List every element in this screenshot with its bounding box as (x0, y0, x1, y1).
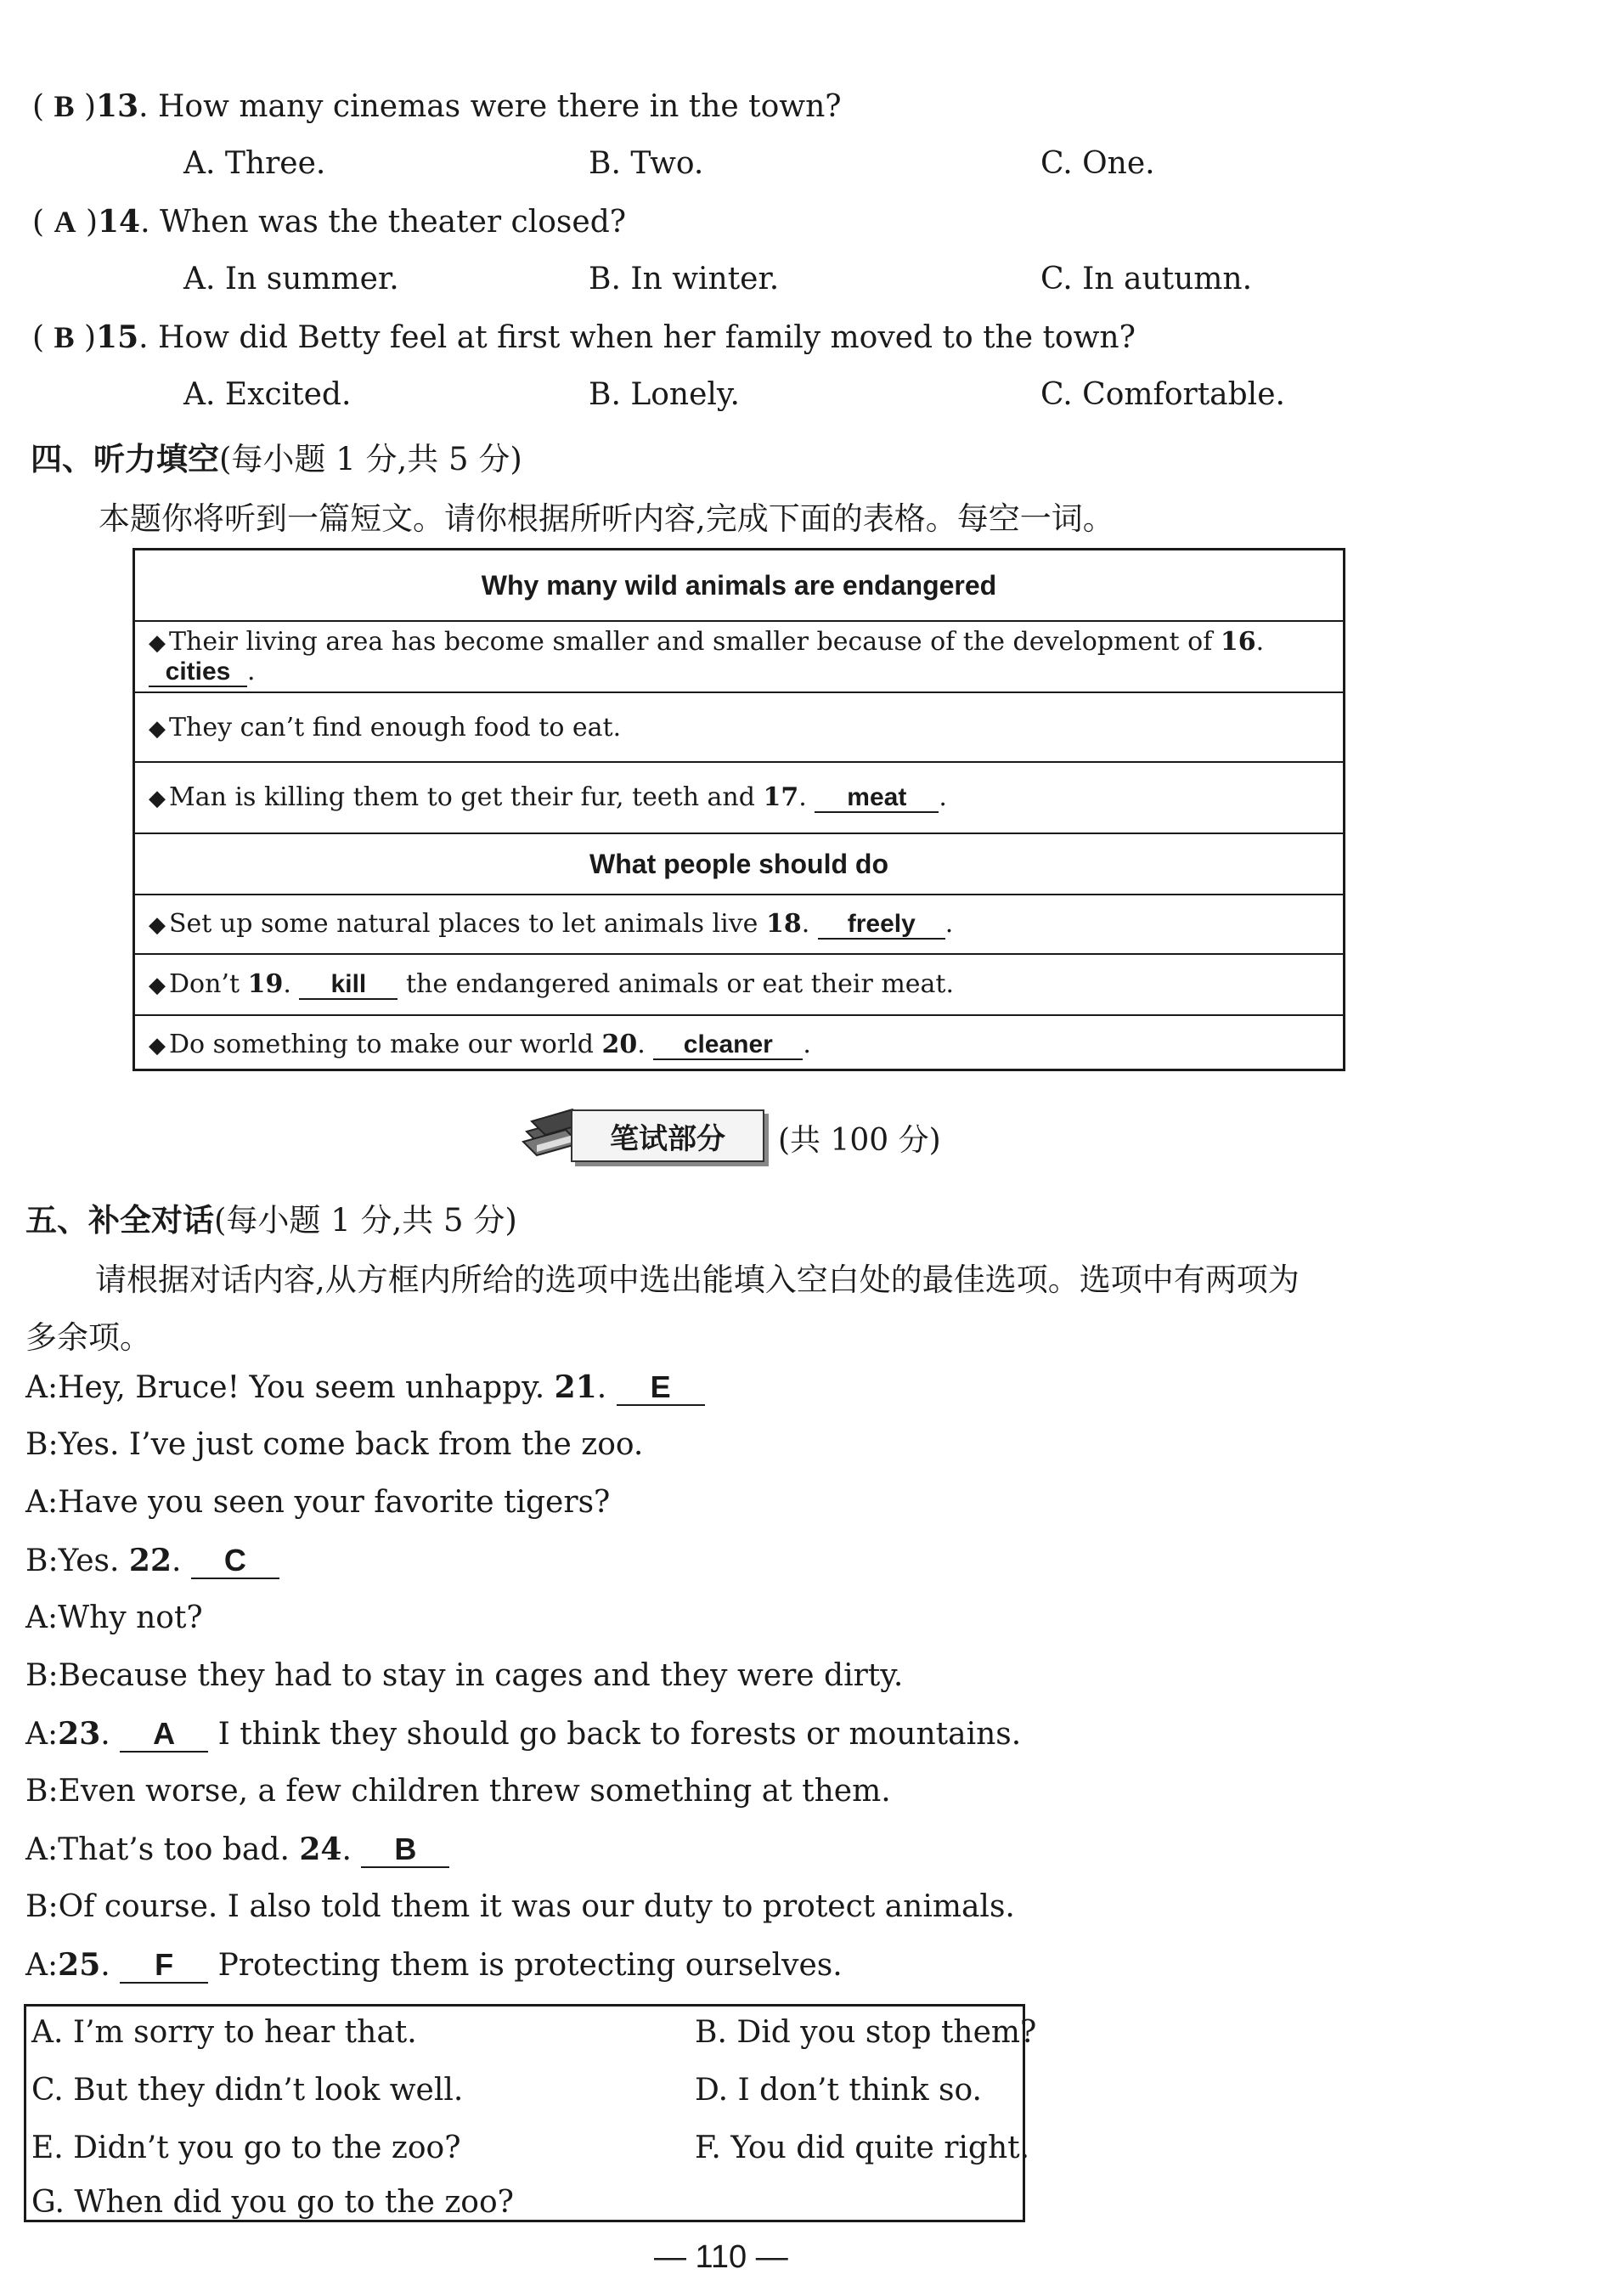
row-pre: Do something to make our world (169, 1030, 602, 1059)
blank-number: 24 (299, 1832, 342, 1867)
dialogue-line: B:Yes. 22. C (25, 1543, 279, 1579)
line-text: Protecting them is protecting ourselves. (217, 1948, 843, 1983)
row-text: ◆ Do something to make our world 20. cleaner . (149, 1030, 811, 1059)
dialogue-line: A:Why not? (25, 1600, 203, 1635)
speaker: A (25, 1832, 48, 1867)
section-points: (每小题 1 分,共 5 分) (219, 441, 522, 477)
bullet-icon: ◆ (149, 715, 166, 742)
line-text: Hey, Bruce! You seem unhappy. (58, 1370, 555, 1405)
speaker: A (25, 1600, 48, 1635)
blank-answer-23: A (120, 1717, 208, 1753)
dialogue-line: B:Yes. I’ve just come back from the zoo. (25, 1427, 644, 1462)
answer-13: B (54, 89, 75, 123)
line-text: I think they should go back to forests or mountains. (217, 1717, 1022, 1752)
blank-answer-24: B (361, 1832, 449, 1868)
answer-14: A (54, 205, 76, 239)
section-4-title (31, 433, 522, 479)
line-text: Of course. I also told them it was our duty to protect animals. (58, 1889, 1015, 1924)
section-title: 五、补全对话 (25, 1201, 214, 1239)
blank-answer-20: cleaner (653, 1030, 803, 1060)
section-5-title (25, 1194, 517, 1240)
speaker: A (25, 1948, 48, 1983)
row-post: . (945, 909, 954, 939)
section-5-instruction-cont: 多余项。 (25, 1319, 151, 1356)
option-c: C. But they didn’t look well. (31, 2073, 464, 2108)
question-15: ( B )15. How did Betty feel at first when her family moved to the town? (32, 319, 1136, 355)
blank-number: 16 (1220, 626, 1256, 657)
row-pre: Don’t (169, 969, 248, 999)
row-text: ◆ Set up some natural places to let animals live 18. freely . (149, 909, 954, 939)
row-text: ◆ Don’t 19. kill the endangered animals or eat their meat. (149, 969, 955, 999)
speaker: A (25, 1717, 48, 1752)
line-text: Yes. (58, 1544, 129, 1578)
dialogue-line: A:25. F Protecting them is protecting ourselves. (25, 1947, 843, 1983)
section-4-instruction: 本题你将听到一篇短文。请你根据所听内容,完成下面的表格。每空一词。 (99, 500, 1114, 537)
row-text: ◆ Their living area has become smaller and smaller because of the development of 16. cities . (149, 626, 1265, 686)
speaker: B (25, 1544, 48, 1578)
bullet-icon: ◆ (149, 629, 166, 656)
question-number: 15 (96, 319, 139, 355)
bullet-icon: ◆ (149, 786, 166, 811)
row-pre: Set up some natural places to let animals live (169, 909, 766, 939)
line-text: Why not? (58, 1600, 203, 1635)
dialogue-line: B:Of course. I also told them it was our duty to protect animals. (25, 1889, 1015, 1924)
table-header: Why many wild animals are endangered (135, 550, 1343, 622)
option-d: D. I don’t think so. (695, 2073, 982, 2108)
dialogue-line: B:Because they had to stay in cages and they were dirty. (25, 1658, 904, 1693)
option-14b: B. In winter. (589, 262, 780, 296)
table-row (135, 955, 1343, 1016)
option-13a: A. Three. (183, 146, 326, 181)
bullet-icon: ◆ (149, 1033, 166, 1058)
speaker: A (25, 1485, 48, 1520)
option-e: E. Didn’t you go to the zoo? (31, 2131, 461, 2165)
section-title: 四、听力填空 (31, 440, 219, 477)
blank-number: 19 (247, 969, 284, 999)
blank-answer-21: E (617, 1370, 705, 1406)
table-row (135, 622, 1343, 693)
blank-number: 25 (58, 1947, 101, 1983)
line-text: Have you seen your favorite tigers? (58, 1485, 611, 1520)
option-g: G. When did you go to the zoo? (31, 2185, 514, 2220)
bullet-icon: ◆ (149, 912, 166, 938)
dialogue-line: A:That’s too bad. 24. B (25, 1832, 449, 1868)
row-post: the endangered animals or eat their meat. (405, 969, 955, 999)
option-14a: A. In summer. (183, 262, 399, 296)
line-text: That’s too bad. (58, 1832, 300, 1867)
question-number: 14 (98, 204, 141, 240)
option-15c: C. Comfortable. (1040, 377, 1285, 412)
answer-15: B (54, 320, 75, 354)
bullet-icon: ◆ (149, 973, 166, 998)
listening-table (133, 548, 1345, 1071)
written-part-banner (520, 1096, 775, 1164)
line-text: Even worse, a few children threw something at them. (58, 1774, 891, 1809)
blank-number: 20 (601, 1030, 638, 1059)
blank-number: 23 (58, 1716, 101, 1752)
dialogue-line: A:Hey, Bruce! You seem unhappy. 21. E (25, 1369, 705, 1406)
row-pre: Their living area has become smaller and smaller because of the development of (169, 626, 1221, 657)
option-15b: B. Lonely. (589, 377, 740, 412)
row-post: . (939, 782, 947, 812)
row-pre: Man is killing them to get their fur, teeth and (169, 782, 764, 812)
blank-answer-19: kill (299, 970, 398, 1000)
section-5-instruction: 请根据对话内容,从方框内所给的选项中选出能填入空白处的最佳选项。选项中有两项为 (95, 1262, 1300, 1298)
table-row (135, 763, 1343, 834)
option-13b: B. Two. (589, 146, 704, 181)
option-14c: C. In autumn. (1040, 262, 1253, 296)
speaker: B (25, 1889, 48, 1924)
row-text: ◆ Man is killing them to get their fur, teeth and 17. meat . (149, 782, 947, 812)
blank-number: 17 (763, 782, 799, 812)
banner-label: 笔试部分 (571, 1109, 764, 1162)
blank-number: 22 (128, 1543, 172, 1578)
question-14: ( A )14. When was the theater closed? (32, 204, 627, 240)
speaker: A (25, 1370, 48, 1405)
question-text: When was the theater closed? (160, 205, 627, 240)
option-a: A. I’m sorry to hear that. (31, 2015, 417, 2050)
row-text (135, 713, 621, 742)
table-row (135, 1016, 1343, 1074)
dialogue-line: A:23. A I think they should go back to forests or mountains. (25, 1716, 1022, 1752)
row-pre: They can’t find enough food to eat. (169, 712, 622, 742)
options-box (24, 2004, 1037, 2222)
page-number: — 110 — (654, 2239, 788, 2275)
blank-answer-25: F (120, 1948, 208, 1984)
line-text: Because they had to stay in cages and they were dirty. (58, 1658, 904, 1693)
speaker: B (25, 1427, 48, 1462)
option-13c: C. One. (1040, 146, 1155, 181)
blank-number: 18 (765, 909, 802, 939)
dialogue-line: A:Have you seen your favorite tigers? (25, 1485, 611, 1520)
blank-answer-18: freely (818, 910, 945, 940)
question-text: How many cinemas were there in the town? (158, 89, 842, 124)
table-header: What people should do (135, 834, 1343, 895)
dialogue-line: B:Even worse, a few children threw something at them. (25, 1774, 891, 1809)
row-post: . (803, 1030, 811, 1059)
option-b: B. Did you stop them? (695, 2015, 1037, 2050)
option-15a: A. Excited. (183, 377, 352, 412)
table-row (135, 693, 1343, 763)
blank-number: 21 (554, 1369, 597, 1405)
row-post: . (247, 656, 256, 686)
speaker: B (25, 1774, 48, 1809)
blank-answer-22: C (191, 1544, 279, 1579)
banner-points: (共 100 分) (778, 1123, 941, 1158)
table-row (135, 895, 1343, 955)
line-text: Yes. I’ve just come back from the zoo. (58, 1427, 644, 1462)
blank-answer-16: cities (149, 658, 247, 687)
blank-answer-17: meat (815, 783, 939, 813)
option-f: F. You did quite right. (695, 2131, 1030, 2165)
question-number: 13 (96, 88, 139, 124)
speaker: B (25, 1658, 48, 1693)
question-13: ( B )13. How many cinemas were there in the town? (32, 88, 842, 124)
section-points: (每小题 1 分,共 5 分) (214, 1202, 517, 1239)
question-text: How did Betty feel at first when her family moved to the town? (158, 320, 1136, 355)
